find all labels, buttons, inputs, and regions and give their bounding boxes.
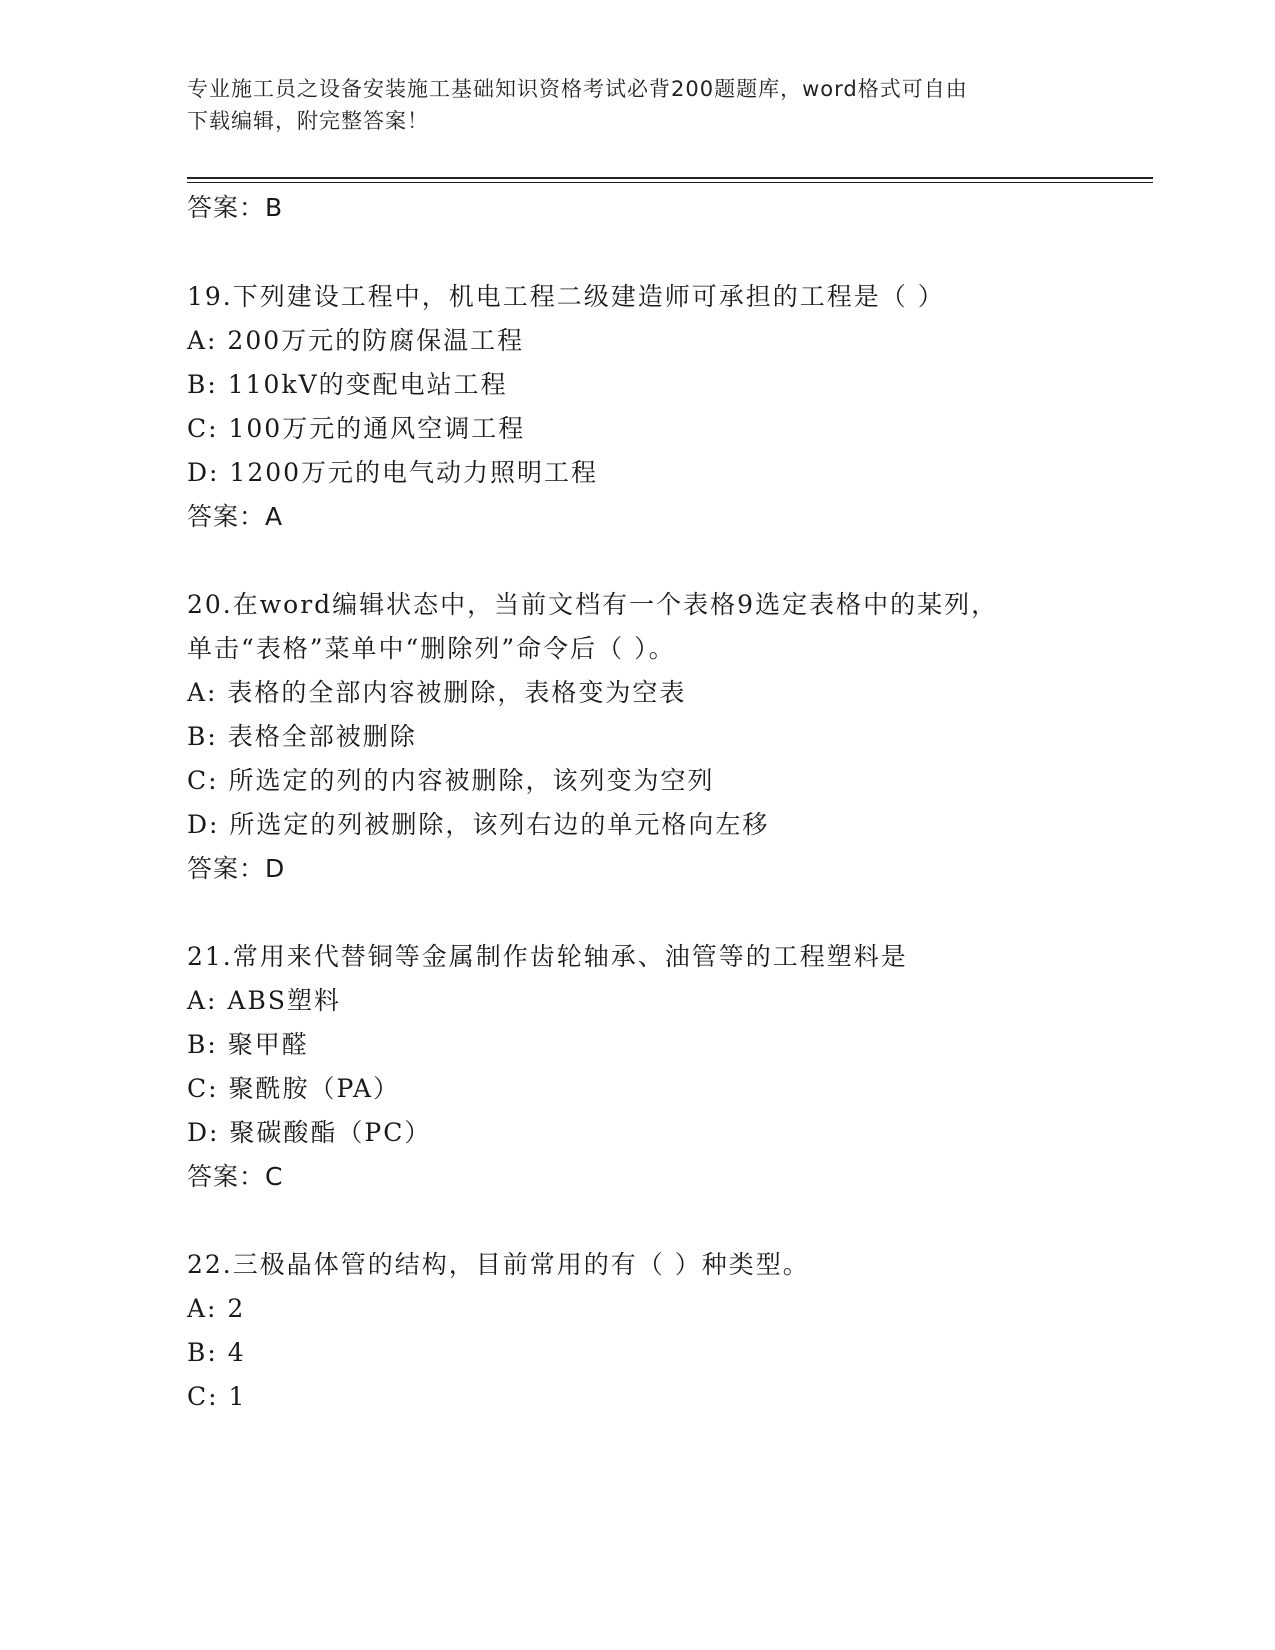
question-20-option-b: B: 表格全部被删除 [187, 722, 417, 751]
question-22-option-b: B: 4 [187, 1338, 246, 1367]
question-21-option-c: C: 聚酰胺（PA） [187, 1074, 401, 1103]
question-20-stem-line1: 20.在word编辑状态中，当前文档有一个表格9选定表格中的某列， [187, 590, 999, 619]
header-divider-thick [187, 177, 1153, 179]
question-19-option-d: D: 1200万元的电气动力照明工程 [187, 458, 599, 487]
question-20-answer: 答案：D [187, 854, 286, 883]
question-22-option-c: C: 1 [187, 1382, 247, 1411]
question-21-option-a: A: ABS塑料 [187, 986, 341, 1015]
header-divider-thin [187, 182, 1153, 183]
question-21-stem: 21.常用来代替铜等金属制作齿轮轴承、油管等的工程塑料是 [187, 942, 908, 971]
question-19-option-a: A: 200万元的防腐保温工程 [187, 326, 525, 355]
question-22-stem: 22.三极晶体管的结构，目前常用的有（ ）种类型。 [187, 1250, 810, 1279]
question-19-option-c: C: 100万元的通风空调工程 [187, 414, 526, 443]
document-header [187, 73, 1067, 137]
header-title-line2: 下载编辑，附完整答案！ [187, 109, 429, 133]
question-22-option-a: A: 2 [187, 1294, 246, 1323]
header-title-line1: 专业施工员之设备安装施工基础知识资格考试必背200题题库，word格式可自由 [187, 77, 968, 101]
question-20-option-a: A: 表格的全部内容被删除，表格变为空表 [187, 678, 687, 707]
question-20-option-d: D: 所选定的列被删除，该列右边的单元格向左移 [187, 810, 770, 839]
question-19-answer: 答案：A [187, 502, 284, 531]
previous-answer: 答案：B [187, 193, 284, 222]
question-19-option-b: B: 110kV的变配电站工程 [187, 370, 508, 399]
question-19-stem: 19.下列建设工程中，机电工程二级建造师可承担的工程是（ ） [187, 282, 945, 311]
question-20-option-c: C: 所选定的列的内容被删除，该列变为空列 [187, 766, 715, 795]
question-21-option-b: B: 聚甲醛 [187, 1030, 309, 1059]
question-20-stem-line2: 单击“表格”菜单中“删除列”命令后（ ）。 [187, 634, 676, 663]
question-21-option-d: D: 聚碳酸酯（PC） [187, 1118, 432, 1147]
question-21-answer: 答案：C [187, 1162, 284, 1191]
